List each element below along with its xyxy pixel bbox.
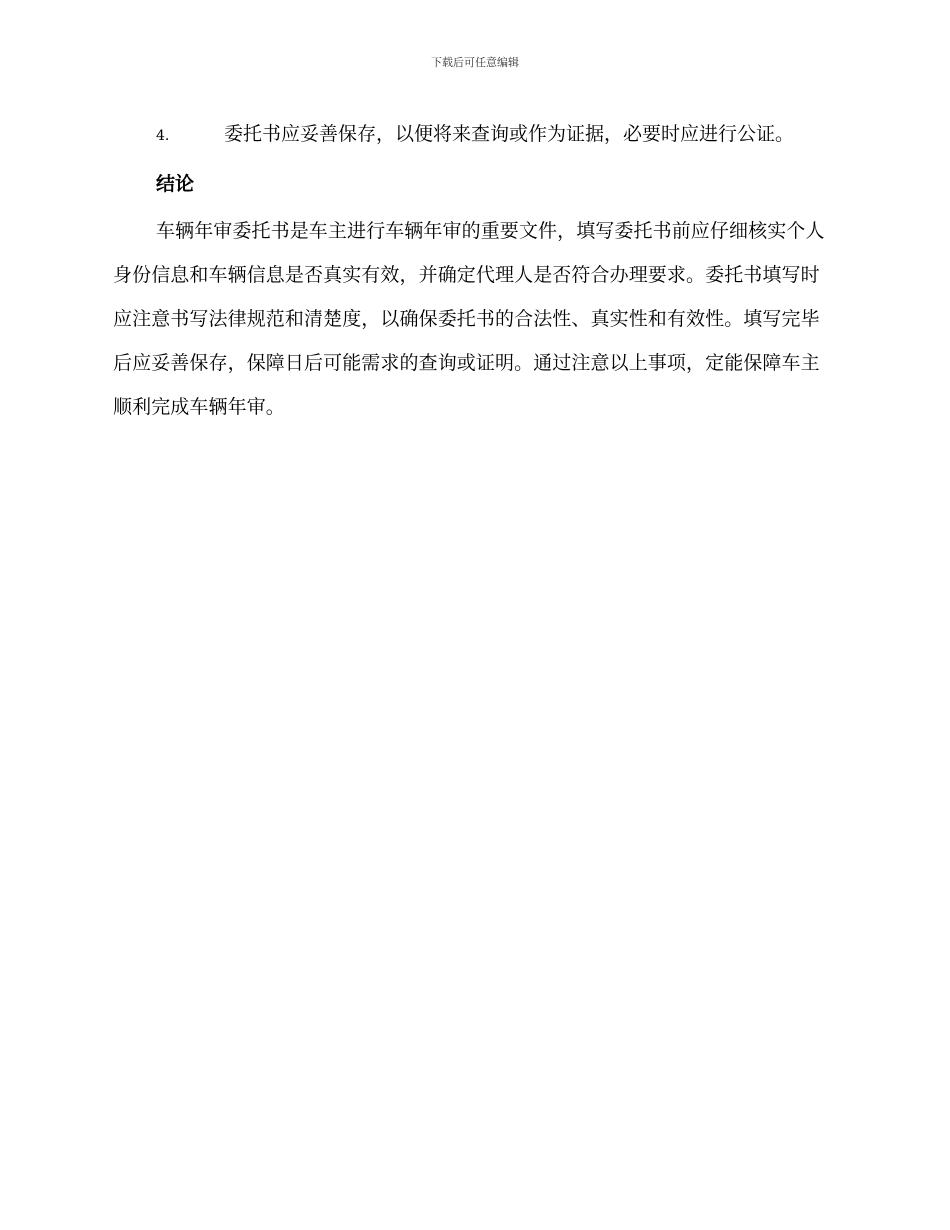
section-heading-conclusion: 结论 (156, 173, 195, 195)
conclusion-paragraph: 车辆年审委托书是车主进行车辆年审的重要文件，填写委托书前应仔细核实个人身份信息和车辆信息是否真实有效，并确定代理人是否符合办理要求。委托书填写时应注意书写法律规范和清楚度，以确保委托书的合法性、真实性和有效性。填写完毕后应妥善保存，保障日后可能需求的查询或证明。通过注意以上事项，定能保障车主顺利完成车辆年审。 (113, 220, 825, 418)
list-item-number: 4. (156, 128, 170, 144)
page-header: 下载后可任意编辑 (431, 56, 519, 69)
list-item-4 (113, 112, 835, 158)
list-item-text: 委托书应妥善保存，以便将来查询或作为证据，必要时应进行公证。 (224, 123, 795, 145)
document-content (113, 112, 835, 429)
